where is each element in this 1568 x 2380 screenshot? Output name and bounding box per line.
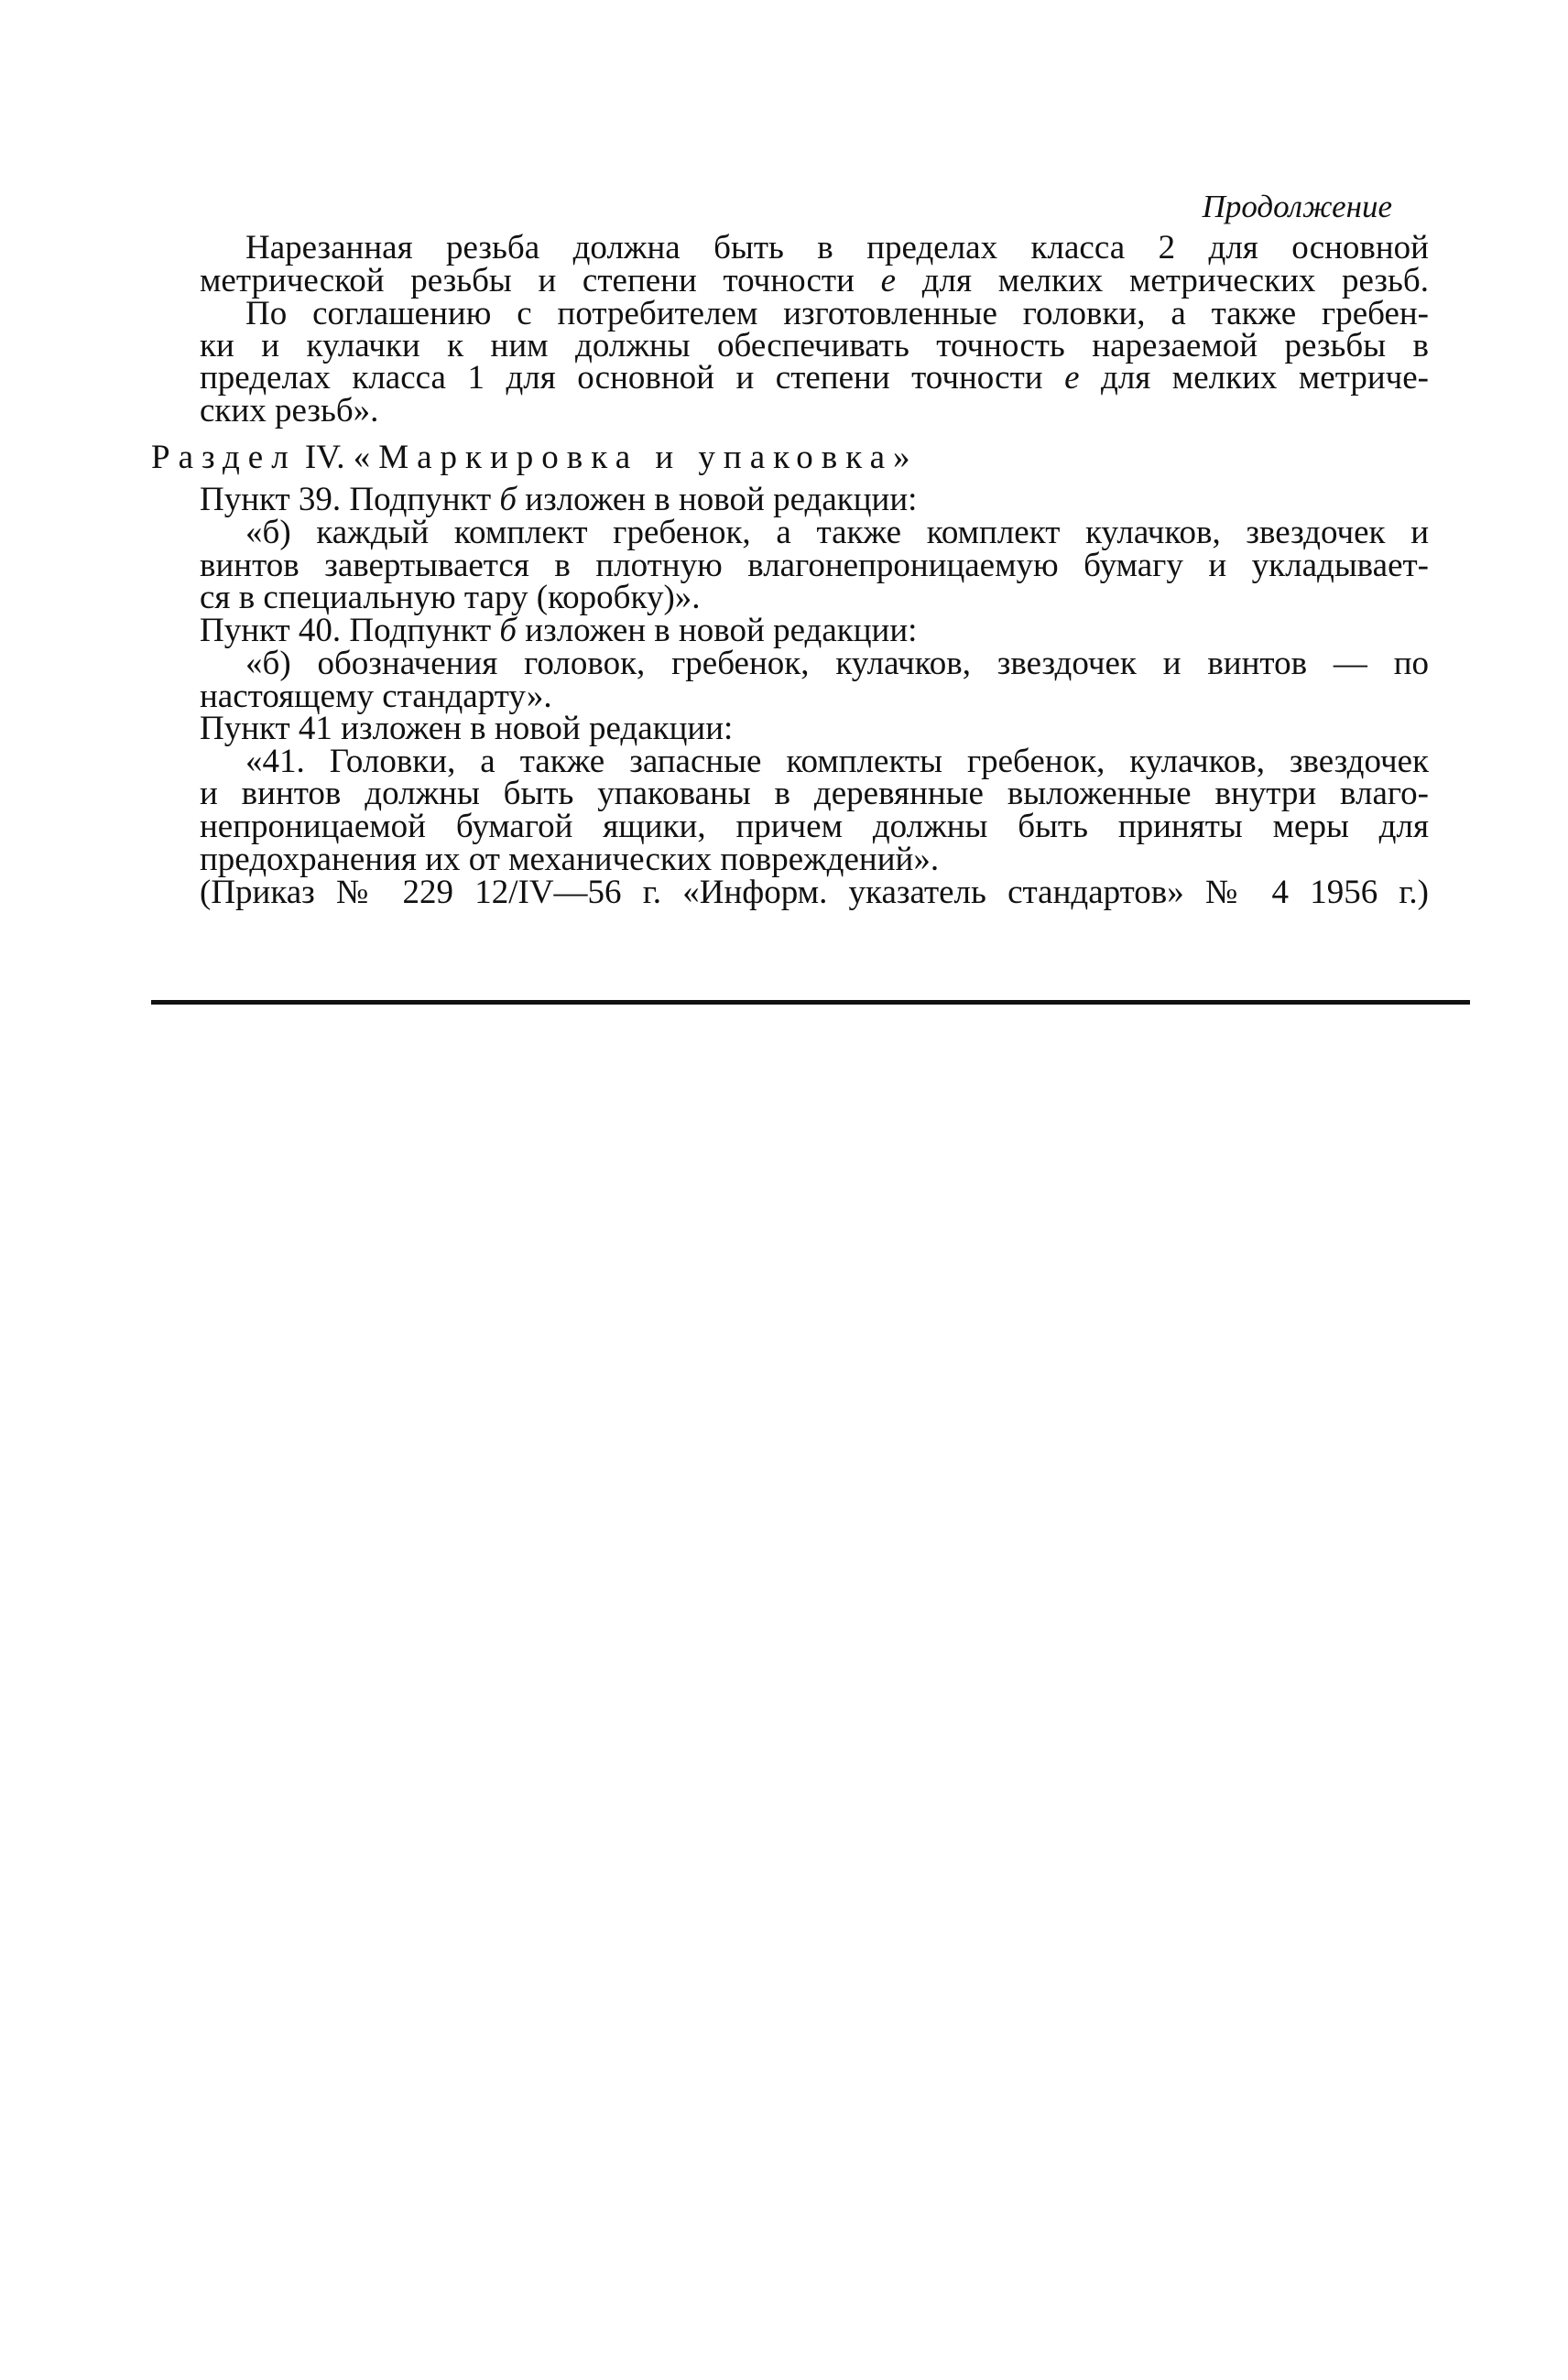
continuation-note: Продолжение [1202,189,1392,224]
italic-symbol: б [499,612,517,649]
text-run: По соглашению с потребителем изготовленные головки, а также гребен- [245,295,1429,332]
text-run: Пункт 39. Подпункт [200,481,500,518]
paragraph-line [245,647,1429,680]
section-number: IV. [296,439,354,476]
text-run: изложен в новой редакции: [517,612,918,649]
text-run: Пункт 41 изложен в новой редакции: [200,710,734,747]
paragraph-line [200,614,1429,647]
paragraph-line [245,744,1429,778]
text-run: «41. Головки, а также запасные комплекты гребенок, кулачков, звездочек [245,743,1429,780]
paragraph-line [200,842,1429,876]
text-run: ки и кулачки к ним должны обеспечивать точность нарезаемой резьбы в [200,327,1429,364]
text-run: винтов завертывается в плотную влагонепроницаемую бумагу и укладывает- [200,547,1429,584]
italic-symbol: е [1064,359,1080,397]
paragraph-line [200,549,1429,582]
paragraph-line [245,516,1429,549]
text-run: предохранения их от механических повреждений». [200,841,940,878]
paragraph-line [200,329,1429,363]
text-run: изложен в новой редакции: [517,481,918,518]
text-run: ся в специальную тару (коробку)». [200,579,701,616]
text-run: «б) каждый комплект гребенок, а также комплект кулачков, звездочек и [245,514,1429,551]
text-run: ских резьб». [200,392,379,429]
italic-symbol: б [499,481,517,518]
paragraph-line [200,483,1429,516]
text-run: непроницаемой бумагой ящики, причем должны быть приняты меры для [200,808,1429,845]
paragraph-line [200,777,1429,810]
section-heading [151,440,1433,474]
text-run: «б) обозначения головок, гребенок, кулачков, звездочек и винтов — по [245,645,1429,682]
italic-symbol: е [880,262,897,299]
text-run: Пункт 40. Подпункт [200,612,500,649]
paragraph-line [200,394,1429,428]
text-run: Нарезанная резьба должна быть в пределах класса 2 для основной [245,229,1429,266]
paragraph-line [200,810,1429,843]
text-run: и винтов должны быть упакованы в деревянные выложенные внутри влаго- [200,775,1429,812]
text-run: пределах класса 1 для основной и степени точности [200,359,1065,397]
text-run: для мелких метрических резьб. [896,262,1430,299]
text-run: (Приказ № 229 12/IV—56 г. «Информ. указатель стандартов» № 4 1956 г.) [200,874,1429,911]
text-run: метрической резьбы и степени точности [200,262,881,299]
section-title: «Маркировка и упаковка» [353,439,919,476]
section-label: Раздел [151,439,297,476]
paragraph-line [200,264,1429,298]
paragraph-line [245,231,1429,265]
paragraph-line [200,581,1429,614]
text-run: настоящему стандарту». [200,678,552,715]
order-reference [200,875,1429,909]
paragraph-line [245,297,1429,331]
horizontal-divider [151,1000,1470,1005]
paragraph-line [200,679,1429,713]
text-run: для мелких метриче- [1079,359,1429,397]
paragraph-line [200,712,1429,745]
paragraph-line [200,361,1429,395]
